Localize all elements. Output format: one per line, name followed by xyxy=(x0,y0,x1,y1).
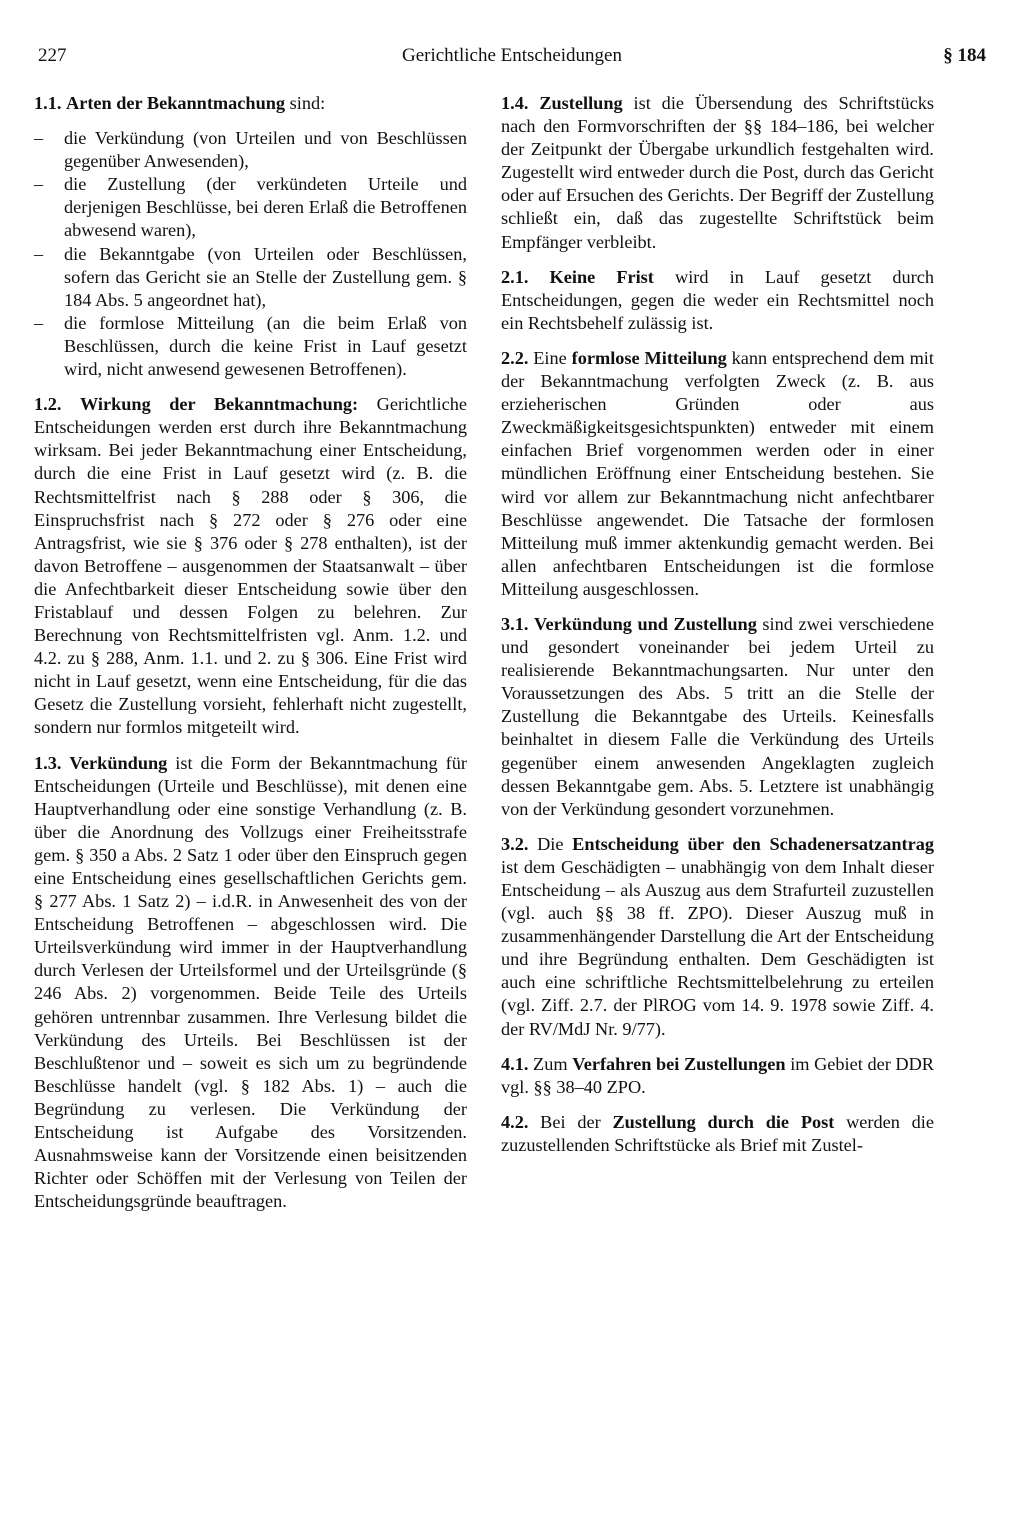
paragraph-text: ist die Übersendung des Schriftstücks nach den Formvorschriften der §§ 184–186, bei welcher der Zeitpunkt der Übergabe urkundlich festgehalten wird. Zugestellt wird entweder durch die Post, durch das Gericht oder auf Ersuchen des Gerichts. Der Begriff der Zustellung schließt ein, daß das zugestellte Schriftstück beim Empfänger verbleibt. xyxy=(501,93,934,252)
paragraph-2-1 xyxy=(501,266,934,335)
paragraph-number: 3.1. xyxy=(501,613,529,634)
paragraph-text: werden die zuzustellenden Schriftstücke als Brief mit Zustel- xyxy=(501,1111,934,1155)
paragraph-text: wird in Lauf gesetzt durch Entscheidungen, gegen die weder ein Rechtsmittel noch ein Rechtsbehelf zulässig ist. xyxy=(501,266,934,333)
paragraph-number: 3.2. xyxy=(501,833,529,854)
paragraph-text: Gerichtliche Entscheidungen werden erst durch ihre Bekanntmachung wirksam. Bei jeder Bekanntmachung einer Entscheidung, durch die eine Frist in Lauf gesetzt wird (z. B. die Rechtsmittelfrist nach § 288 oder § 306, die Einspruchsfrist nach § 272 oder § 276 oder eine Antragsfrist, wie sie § 376 oder § 278 enthalten), ist der davon Betroffene – ausgenommen der Staatsanwalt – über die Anfechtbarkeit dieser Entscheidung sowie über den Fristablauf und dessen Folgen zu belehren. Zur Berechnung von Rechtsmittelfristen vgl. Anm. 1.2. und 4.2. zu § 288, Anm. 1.1. und 2. zu § 306. Eine Frist wird nicht in Lauf gesetzt, wenn eine Entscheidung, für die das Gesetz die Zustellung vorsieht, fehlerhaft nicht zugestellt, sondern nur formlos mitgeteilt wird. xyxy=(34,394,467,738)
list-item: – die Zustellung (der verkündeten Urteile und derjenigen Beschlüsse, bei deren Erlaß die Betroffenen abwesend waren), xyxy=(34,173,467,242)
paragraph-number: 1.1. xyxy=(34,93,62,113)
paragraph-number: 1.3. xyxy=(34,752,62,773)
paragraph-keyword: Wirkung der Bekanntmachung: xyxy=(79,394,359,415)
paragraph-3-1 xyxy=(501,613,934,821)
paragraph-number: 4.1. xyxy=(501,1053,529,1074)
paragraph-text: kann entsprechend dem mit der Bekanntmachung verfolgten Zweck (z. B. aus erzieherischen Gründen oder aus Zweckmäßigkeitsgesichtspunkten) entweder mit einem einfachen Brief vorgenommen werden oder in einer mündlichen Eröffnung einer Entscheidung bestehen. Sie wird vor allem zur Bekanntmachung nicht anfechtbarer Beschlüsse angewendet. Die Tatsache der formlosen Mitteilung muß immer aktenkundig gemacht werden. Bei allen anfechtbaren Entscheidungen ist die formlose Mitteilung ausgeschlossen. xyxy=(501,347,934,599)
paragraph-keyword: Verkündung und Zustellung xyxy=(534,613,757,634)
page-number: 227 xyxy=(38,45,67,66)
paragraph-prefix: Die xyxy=(528,833,573,854)
paragraph-text: sind: xyxy=(285,93,326,113)
paragraph-keyword: Verfahren bei Zustellungen xyxy=(572,1053,786,1074)
left-column xyxy=(34,92,467,1225)
paragraph-4-2 xyxy=(501,1111,934,1157)
paragraph-keyword: Zustellung durch die Post xyxy=(612,1111,835,1132)
paragraph-keyword: formlose Mitteilung xyxy=(571,347,727,368)
paragraph-number: 4.2. xyxy=(501,1111,529,1132)
paragraph-text: im Gebiet der DDR vgl. §§ 38–40 ZPO. xyxy=(501,1053,934,1097)
paragraph-keyword: Arten der Bekanntmachung xyxy=(66,93,286,113)
paragraph-1-1 xyxy=(34,92,467,115)
paragraph-keyword: Verkündung xyxy=(69,752,168,773)
paragraph-4-1 xyxy=(501,1053,934,1099)
paragraph-keyword: Keine Frist xyxy=(549,266,654,287)
paragraph-text: ist die Form der Bekanntmachung für Entscheidungen (Urteile und Beschlüsse), mit denen eine Hauptverhandlung oder eine sonstige Verhandlung (z. B. über die Anordnung des Vollzugs einer Freiheitsstrafe gem. § 350 a Abs. 2 Satz 1 oder über den Einspruch gegen eine Entscheidung eines gesellschaftlichen Gerichts gem. § 277 Abs. 1 Satz 2) – i.d.R. in Anwesenheit des von der Entscheidung Betroffenen – abgeschlossen wird. Die Urteilsverkündung wird immer in der Hauptverhandlung durch Verlesen der Urteilsformel und der Urteilsgründe (§ 246 Abs. 2) vorgenommen. Beide Teile des Urteils gehören untrennbar zusammen. Ihre Verlesung bildet die Verkündung des Urteils. Bei Beschlüssen ist der Beschlußtenor und – soweit es sich um zu begründende Beschlüsse handelt (vgl. § 182 Abs. 1) – auch die Begründung zu verlesen. Die Verkündung der Entscheidung ist Aufgabe des Vorsitzenden. Ausnahmsweise kann der Vorsitzende einen beisitzenden Richter oder Schöffen mit der Verlesung von Teilen der Entscheidungsgründe beauftragen. xyxy=(34,752,467,1212)
paragraph-number: 1.2. xyxy=(34,394,62,415)
paragraph-prefix: Bei der xyxy=(528,1111,613,1132)
running-title: Gerichtliche Entscheidungen xyxy=(401,45,622,66)
paragraph-2-2 xyxy=(501,347,934,601)
list-item: – die Bekanntgabe (von Urteilen oder Beschlüssen, sofern das Gericht sie an Stelle der Zustellung gem. § 184 Abs. 5 angeordnet hat), xyxy=(34,243,467,312)
paragraph-keyword: Entscheidung über den Schadenersatzantrag xyxy=(572,833,934,854)
list-item: – die formlose Mitteilung (an die beim Erlaß von Beschlüssen, durch die keine Frist in Lauf gesetzt wird, nicht anwesend gewesenen Betroffenen). xyxy=(34,312,467,381)
paragraph-text: sind zwei verschiedene und gesondert voneinander bei jedem Urteil zu realisierende Bekanntmachungsarten. Nur unter den Voraussetzungen des Abs. 5 tritt an die Stelle der Zustellung die Bekanntgabe des Urteils. Keinesfalls beinhaltet in diesem Falle die Verkündung des Urteils gegenüber einem anwesenden Angeklagten zugleich dessen Bekanntgabe gem. Abs. 5. Letztere ist unabhängig von der Verkündung gesondert vorzunehmen. xyxy=(501,613,934,819)
paragraph-number: 1.4. xyxy=(501,93,529,113)
section-reference: § 184 xyxy=(943,45,986,66)
list-item: – die Verkündung (von Urteilen und von Beschlüssen gegenüber Anwesenden), xyxy=(34,127,467,173)
paragraph-1-3 xyxy=(34,752,467,1214)
paragraph-number: 2.2. xyxy=(501,347,529,368)
paragraph-keyword: Zustellung xyxy=(539,93,623,113)
right-column xyxy=(501,92,934,1169)
paragraph-3-2 xyxy=(501,833,934,1041)
paragraph-1-4 xyxy=(501,92,934,254)
paragraph-text: ist dem Geschädigten – unabhängig von dem Inhalt dieser Entscheidung – als Auszug aus dem Strafurteil zuzustellen (vgl. auch §§ 38 ff. ZPO). Dieser Auszug muß in zusammenhängender Darstellung die Art der Entscheidung und ihre Begründung enthalten. Dem Geschädigten ist auch eine schriftliche Rechtsmittelbelehrung zu erteilen (vgl. Ziff. 2.7. der PlROG vom 14. 9. 1978 sowie Ziff. 4. der RV/MdJ Nr. 9/77). xyxy=(501,856,934,1039)
paragraph-prefix: Eine xyxy=(528,347,572,368)
page-header xyxy=(38,45,986,75)
bekanntmachung-list xyxy=(34,127,467,381)
paragraph-prefix: Zum xyxy=(528,1053,573,1074)
paragraph-1-2 xyxy=(34,393,467,739)
paragraph-number: 2.1. xyxy=(501,266,529,287)
